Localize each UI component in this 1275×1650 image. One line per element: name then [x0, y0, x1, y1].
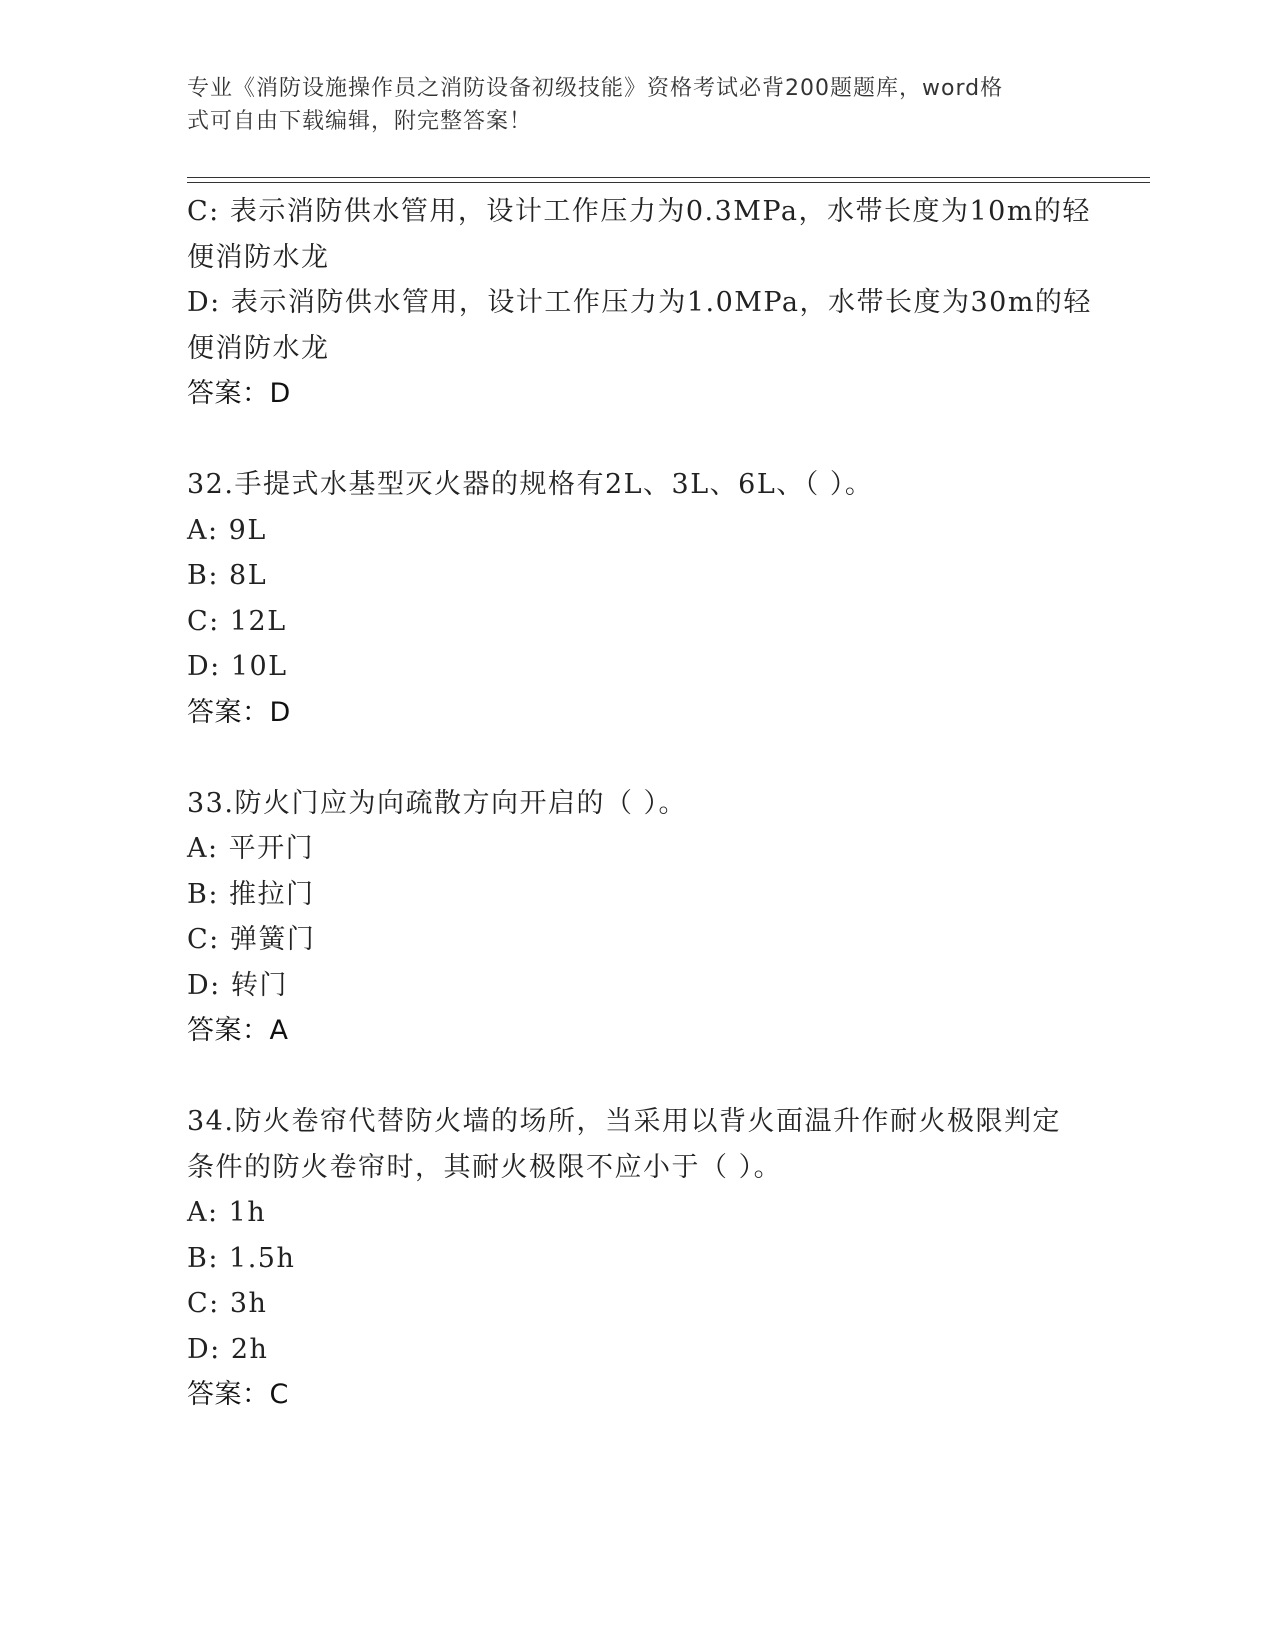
question-text-line-1: 34.防火卷帘代替防火墙的场所，当采用以背火面温升作耐火极限判定 — [187, 1106, 1061, 1137]
answer-label: 答案：C — [187, 1379, 289, 1410]
option-d: D: 2h — [187, 1333, 269, 1365]
document-body — [187, 189, 1092, 1418]
option-d: D: 10L — [187, 651, 288, 682]
option-d-line-1: D: 表示消防供水管用，设计工作压力为1.0MPa，水带长度为30m的轻 — [187, 287, 1092, 318]
option-b: B: 8L — [187, 560, 268, 591]
header-line-1: 专业《消防设施操作员之消防设备初级技能》资格考试必背200题题库，word格 — [187, 76, 1004, 101]
option-c: C: 弹簧门 — [187, 924, 316, 955]
spacer — [187, 1054, 1087, 1100]
answer-label: 答案：D — [187, 696, 291, 728]
question-block-32 — [187, 462, 1087, 735]
option-c: C: 12L — [187, 605, 287, 637]
question-block-33 — [187, 781, 1087, 1054]
question-text: 33.防火门应为向疏散方向开启的（ ）。 — [187, 787, 688, 819]
question-text: 32.手提式水基型灭火器的规格有2L、3L、6L、（ ）。 — [187, 469, 874, 500]
question-block-31 — [187, 189, 1092, 417]
option-b: B: 1.5h — [187, 1242, 296, 1274]
option-b: B: 推拉门 — [187, 878, 315, 910]
option-c: C: 3h — [187, 1288, 268, 1319]
answer-label: 答案：D — [187, 378, 291, 409]
header-divider-top — [187, 177, 1150, 178]
question-text-line-2: 条件的防火卷帘时，其耐火极限不应小于（ ）。 — [187, 1151, 783, 1183]
option-a: A: 平开门 — [187, 833, 315, 864]
answer-label: 答案：A — [187, 1015, 289, 1046]
option-d: D: 转门 — [187, 969, 288, 1001]
option-a: A: 1h — [187, 1197, 267, 1228]
document-header — [187, 72, 1067, 138]
header-line-2: 式可自由下载编辑，附完整答案！ — [187, 109, 533, 134]
question-block-34 — [187, 1099, 1087, 1418]
option-c-line-2: 便消防水龙 — [187, 241, 330, 273]
option-d-line-2: 便消防水龙 — [187, 332, 330, 364]
option-c-line-1: C: 表示消防供水管用，设计工作压力为0.3MPa，水带长度为10m的轻 — [187, 196, 1091, 227]
header-divider-bottom — [187, 182, 1150, 183]
spacer — [187, 417, 1087, 463]
option-a: A: 9L — [187, 514, 267, 546]
spacer — [187, 735, 1087, 781]
